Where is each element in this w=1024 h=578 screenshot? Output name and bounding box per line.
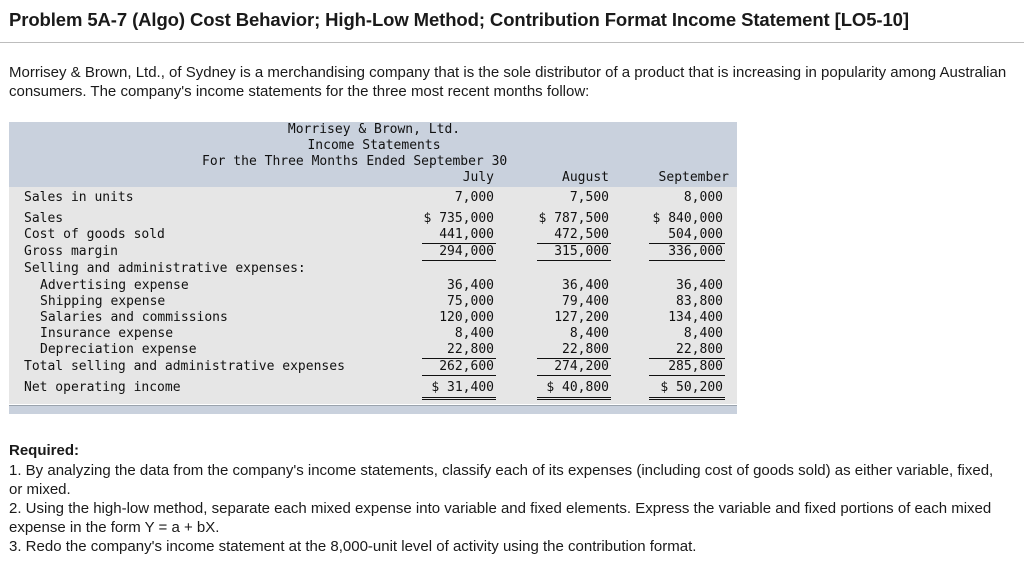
statement-period: For the Three Months Ended September 30 xyxy=(202,154,508,169)
double-underline-noi-july-2 xyxy=(422,399,496,400)
intro-paragraph: Morrisey & Brown, Ltd., of Sydney is a merchandising company that is the sole distributor of a product that is increasing in popularity among Australian consumers. The company's income statements for the three most recent months follow: xyxy=(9,64,1007,100)
cell-advertising-july: 36,400 xyxy=(447,278,494,293)
cell-sales-august: $ 787,500 xyxy=(538,211,609,226)
cell-sales-july: $ 735,000 xyxy=(423,211,494,226)
cell-shipping-july: 75,000 xyxy=(447,294,494,309)
double-underline-noi-september-1 xyxy=(649,397,725,398)
double-underline-noi-august-2 xyxy=(537,399,611,400)
cell-salaries-august: 127,200 xyxy=(554,310,609,325)
row-label-gross-margin: Gross margin xyxy=(24,244,118,259)
cell-advertising-august: 36,400 xyxy=(562,278,609,293)
underline-total-september xyxy=(649,375,725,376)
income-statement-table xyxy=(9,122,737,404)
problem-title: Problem 5A-7 (Algo) Cost Behavior; High-Low Method; Contribution Format Income Statement [LO5-10] xyxy=(9,9,909,30)
underline-gm-august xyxy=(537,260,611,261)
cell-depreciation-august: 22,800 xyxy=(562,342,609,357)
cell-shipping-august: 79,400 xyxy=(562,294,609,309)
row-label-insurance: Insurance expense xyxy=(40,326,174,341)
column-header-july: July xyxy=(462,170,494,185)
cell-noi-august: $ 40,800 xyxy=(546,380,609,395)
cell-gross-margin-august: 315,000 xyxy=(554,244,609,259)
cell-depreciation-july: 22,800 xyxy=(447,342,494,357)
column-header-september: September xyxy=(658,170,729,185)
row-label-sales-units: Sales in units xyxy=(24,190,134,205)
required-item-2: 2. Using the high-low method, separate each mixed expense into variable and fixed elements. Express the variable and fixed portions of each mixed expense in the form Y = a + bX. xyxy=(9,500,992,536)
cell-gross-margin-september: 336,000 xyxy=(668,244,723,259)
cell-total-sa-july: 262,600 xyxy=(439,359,494,374)
row-label-shipping: Shipping expense xyxy=(40,294,166,309)
cell-noi-september: $ 50,200 xyxy=(660,380,723,395)
double-underline-noi-september-2 xyxy=(649,399,725,400)
underline-gm-july xyxy=(422,260,496,261)
cell-cogs-july: 441,000 xyxy=(439,227,494,242)
cell-advertising-september: 36,400 xyxy=(676,278,723,293)
statement-company: Morrisey & Brown, Ltd. xyxy=(287,122,461,137)
required-heading: Required: xyxy=(9,442,80,459)
required-item-1: 1. By analyzing the data from the company's income statements, classify each of its expenses (including cost of goods sold) as either variable, fixed, or mixed. xyxy=(9,462,994,498)
statement-footer-band xyxy=(9,405,737,414)
row-label-salaries: Salaries and commissions xyxy=(40,310,228,325)
cell-cogs-september: 504,000 xyxy=(668,227,723,242)
double-underline-noi-july-1 xyxy=(422,397,496,398)
statement-name: Income Statements xyxy=(307,138,441,153)
cell-sales-units-august: 7,500 xyxy=(569,190,609,205)
title-divider xyxy=(0,42,1024,43)
required-item-3: 3. Redo the company's income statement at the 8,000-unit level of activity using the contribution format. xyxy=(9,538,697,555)
row-label-depreciation: Depreciation expense xyxy=(40,342,197,357)
cell-insurance-august: 8,400 xyxy=(569,326,609,341)
cell-gross-margin-july: 294,000 xyxy=(439,244,494,259)
underline-gm-september xyxy=(649,260,725,261)
cell-insurance-july: 8,400 xyxy=(454,326,494,341)
cell-sales-september: $ 840,000 xyxy=(652,211,723,226)
row-label-net-operating-income: Net operating income xyxy=(24,380,181,395)
cell-noi-july: $ 31,400 xyxy=(431,380,494,395)
column-header-august: August xyxy=(562,170,609,185)
cell-salaries-july: 120,000 xyxy=(439,310,494,325)
cell-insurance-september: 8,400 xyxy=(683,326,723,341)
cell-sales-units-september: 8,000 xyxy=(683,190,723,205)
row-label-sa-heading: Selling and administrative expenses: xyxy=(24,261,306,276)
cell-sales-units-july: 7,000 xyxy=(454,190,494,205)
cell-total-sa-september: 285,800 xyxy=(668,359,723,374)
row-label-cogs: Cost of goods sold xyxy=(24,227,165,242)
cell-depreciation-september: 22,800 xyxy=(676,342,723,357)
double-underline-noi-august-1 xyxy=(537,397,611,398)
cell-salaries-september: 134,400 xyxy=(668,310,723,325)
cell-total-sa-august: 274,200 xyxy=(554,359,609,374)
underline-total-july xyxy=(422,375,496,376)
underline-total-august xyxy=(537,375,611,376)
row-label-advertising: Advertising expense xyxy=(40,278,189,293)
row-label-sales: Sales xyxy=(24,211,64,226)
cell-cogs-august: 472,500 xyxy=(554,227,609,242)
cell-shipping-september: 83,800 xyxy=(676,294,723,309)
row-label-total-sa: Total selling and administrative expenses xyxy=(24,359,345,374)
